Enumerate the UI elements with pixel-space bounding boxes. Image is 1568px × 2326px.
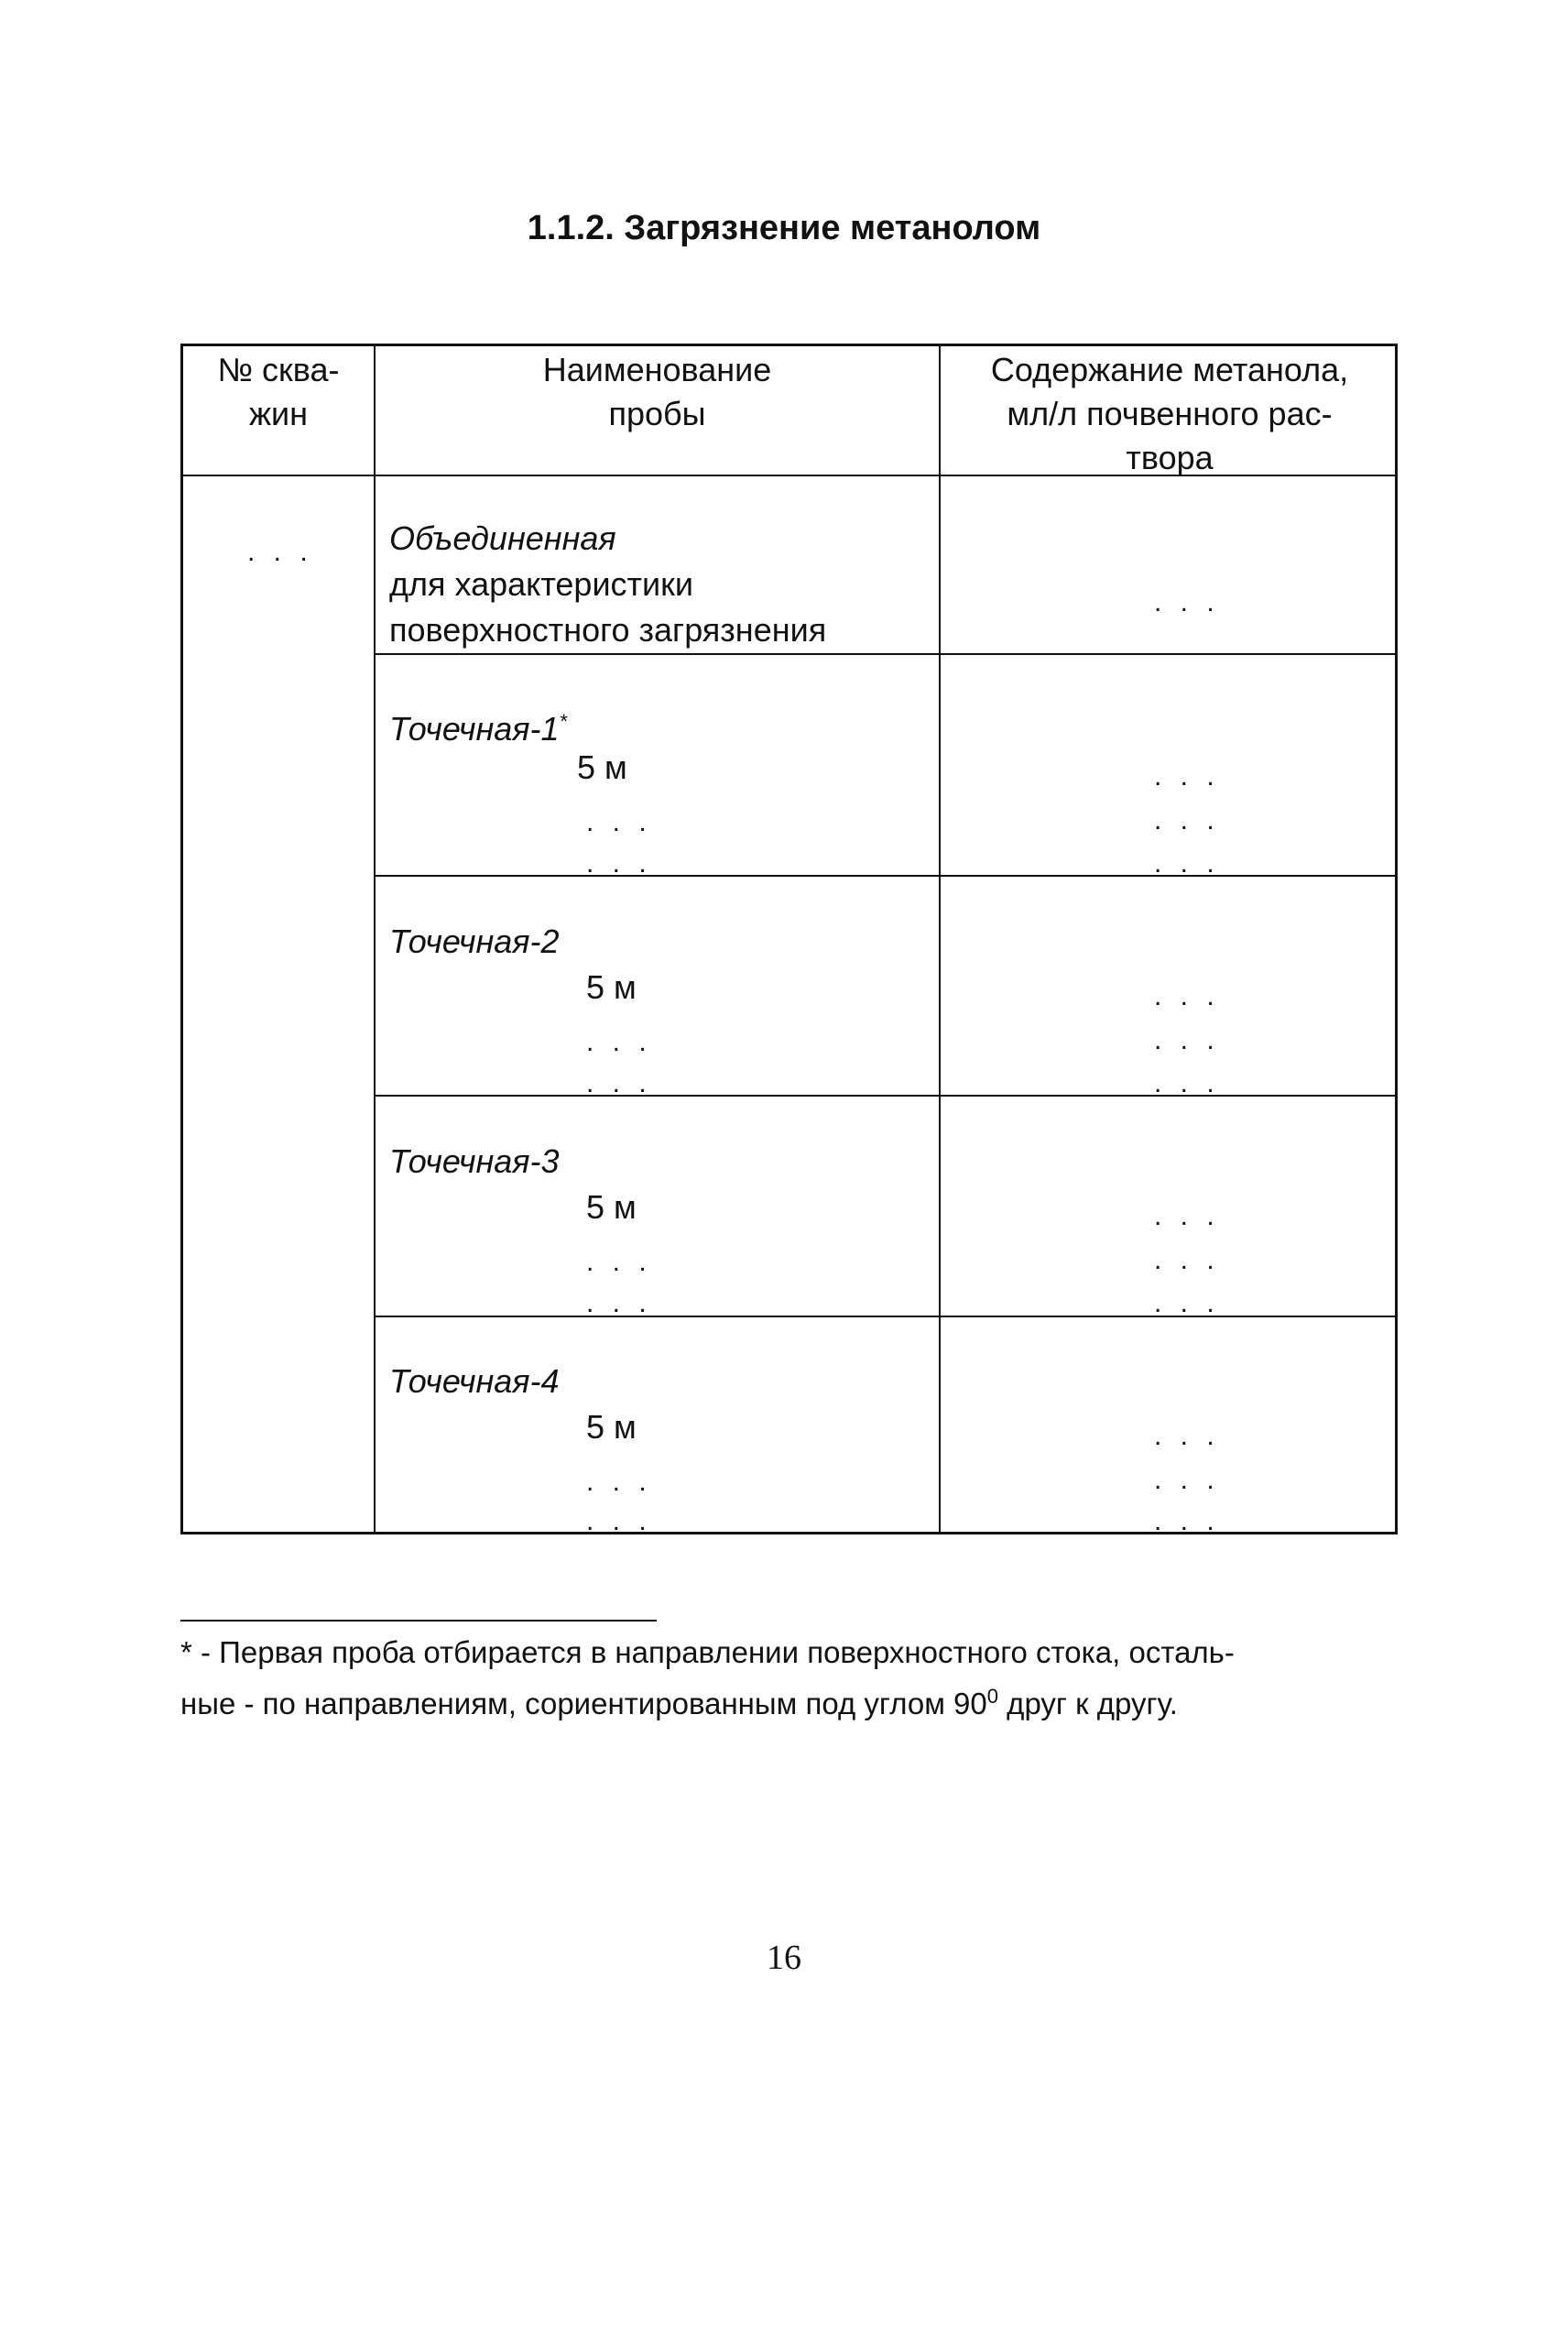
sample-name-combined xyxy=(389,516,826,653)
header-sample-name: Наименование пробы xyxy=(542,351,772,432)
sample-name: Точечная-4 xyxy=(389,1362,560,1400)
methanol-value: . . . xyxy=(1154,1288,1220,1318)
methanol-value: . . . xyxy=(1154,1201,1220,1231)
sample-name: Точечная-3 xyxy=(389,1142,560,1180)
page-title: 1.1.2. Загрязнение метанолом xyxy=(527,209,1041,247)
methanol-value: . . . xyxy=(1154,981,1220,1011)
row-divider xyxy=(376,653,1395,655)
sample-dots: . . . xyxy=(586,1027,652,1057)
sample-dots: . . . xyxy=(586,1467,652,1497)
sample-dots: . . . xyxy=(586,1068,652,1098)
footnote-line-2-end: друг к другу. xyxy=(998,1687,1178,1720)
methanol-value: . . . xyxy=(1154,1025,1220,1055)
footnote-line-1: * - Первая проба отбирается в направлении поверхностного стока, осталь- xyxy=(180,1635,1235,1669)
sample-dots: . . . xyxy=(586,1247,652,1277)
sample-depth: 5 м xyxy=(577,748,627,786)
methanol-value: . . . xyxy=(1154,1421,1220,1451)
sample-name: Точечная-2 xyxy=(389,923,560,960)
col-divider xyxy=(939,346,941,1532)
footnote-line-2: ные - по направлениям, сориентированным под углом 90 xyxy=(180,1687,987,1720)
row-divider xyxy=(376,875,1395,877)
methanol-value: . . . xyxy=(1154,1506,1220,1536)
methanol-value: . . . xyxy=(1154,761,1220,792)
footnote xyxy=(180,1631,1408,1726)
methanol-value: . . . xyxy=(1154,1068,1220,1098)
methanol-value: . . . xyxy=(1154,848,1220,879)
sample-depth: 5 м xyxy=(586,1408,637,1446)
sample-type-label: Объединенная xyxy=(389,519,616,557)
col-divider xyxy=(374,346,376,1532)
sample-dots: . . . xyxy=(586,1288,652,1318)
header-methanol-content: Содержание метанола, мл/л почвенного рас- твора xyxy=(990,351,1349,476)
sample-depth: 5 м xyxy=(586,1188,637,1226)
footnote-mark: * xyxy=(559,710,568,733)
row-divider xyxy=(376,1095,1395,1097)
sample-dots: . . . xyxy=(586,1506,652,1536)
methanol-value: . . . xyxy=(1154,1245,1220,1275)
methanol-table xyxy=(180,344,1398,1534)
sample-dots: . . . xyxy=(586,807,652,837)
header-well-number: № сква- жин xyxy=(217,351,340,432)
footnote-rule xyxy=(180,1620,657,1622)
methanol-value: . . . xyxy=(1154,1465,1220,1495)
sample-dots: . . . xyxy=(586,848,652,879)
page-number: 16 xyxy=(767,1938,801,1977)
sample-name-label: Точечная-1 xyxy=(389,710,560,748)
well-number-value: . . . xyxy=(247,537,313,567)
row-divider xyxy=(376,1316,1395,1317)
methanol-value: . . . xyxy=(1154,587,1220,617)
sample-name xyxy=(389,699,567,752)
degree-mark: 0 xyxy=(986,1685,999,1708)
methanol-value: . . . xyxy=(1154,805,1220,835)
sample-description: для характеристики поверхностного загрязнения xyxy=(389,565,827,649)
sample-depth: 5 м xyxy=(586,968,637,1006)
